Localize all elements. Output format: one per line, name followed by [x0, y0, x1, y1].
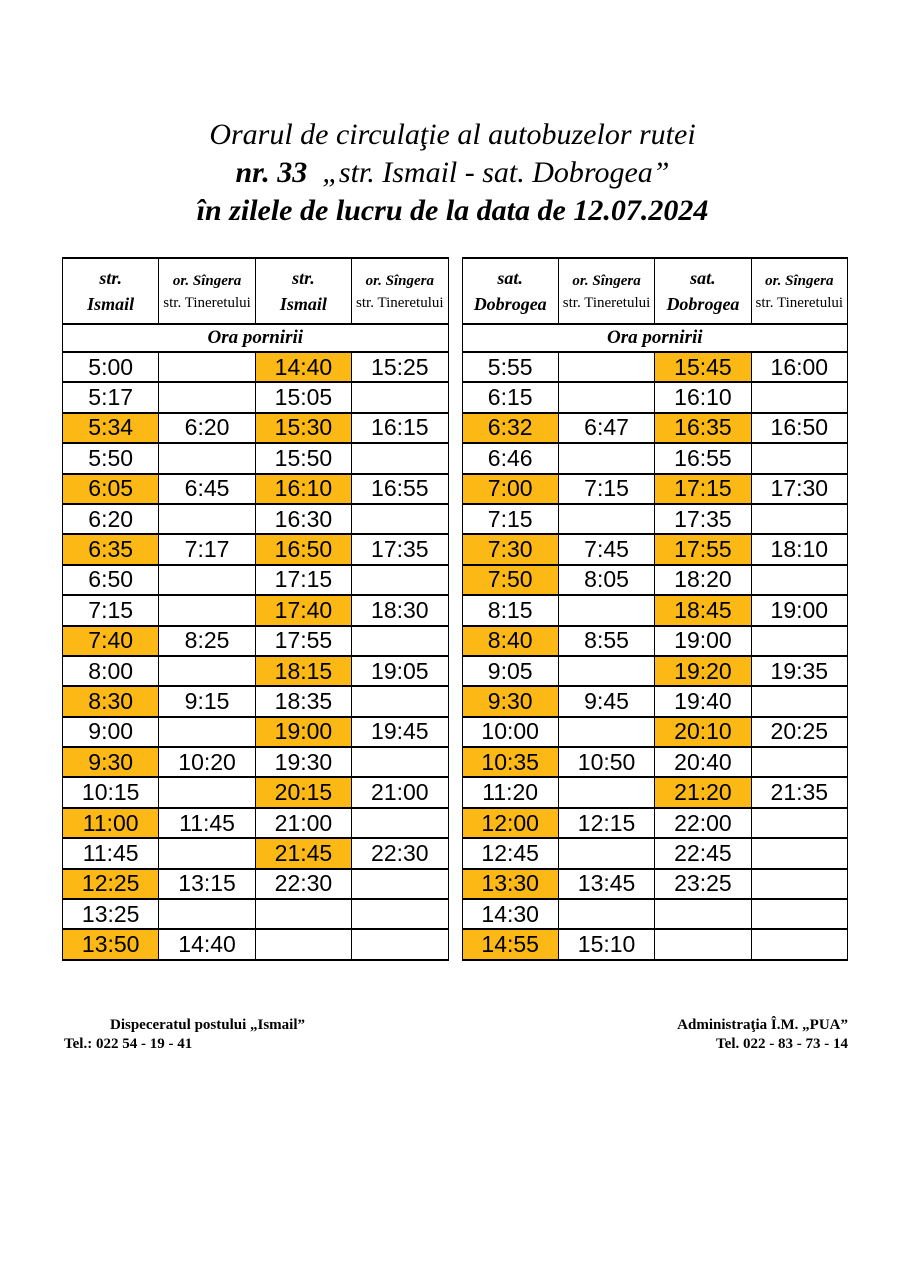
time-cell: 5:17	[63, 382, 159, 412]
time-cell: 13:15	[159, 869, 255, 899]
time-cell: 6:45	[159, 474, 255, 504]
timetable-row	[462, 777, 848, 807]
time-cell: 8:00	[63, 656, 159, 686]
timetable-row	[63, 382, 449, 412]
header-row	[462, 258, 848, 324]
timetable-row	[462, 595, 848, 625]
time-cell	[558, 899, 654, 929]
column-header-singera	[751, 258, 847, 324]
time-cell	[558, 504, 654, 534]
route-name: „str. Ismail - sat. Dobrogea”	[322, 156, 670, 189]
timetable-row	[462, 474, 848, 504]
time-cell: 18:35	[255, 686, 351, 716]
time-cell	[751, 838, 847, 868]
time-cell: 12:45	[462, 838, 558, 868]
time-cell	[558, 443, 654, 473]
header-line-1: sat.	[690, 267, 716, 288]
administration-contact	[677, 1016, 848, 1054]
time-cell: 14:40	[159, 929, 255, 959]
time-cell: 14:30	[462, 899, 558, 929]
time-cell	[751, 565, 847, 595]
time-cell	[352, 382, 448, 412]
time-cell: 11:20	[462, 777, 558, 807]
administration-phone: Tel. 022 - 83 - 73 - 14	[716, 1035, 848, 1052]
ora-pornirii-header: Ora pornirii	[63, 324, 449, 352]
header-row	[63, 258, 449, 324]
time-cell: 8:15	[462, 595, 558, 625]
time-cell: 6:35	[63, 534, 159, 564]
time-cell: 8:40	[462, 626, 558, 656]
time-cell: 9:00	[63, 717, 159, 747]
time-cell: 19:00	[255, 717, 351, 747]
time-cell	[159, 565, 255, 595]
time-cell: 19:35	[751, 656, 847, 686]
timetable-row	[63, 413, 449, 443]
time-cell: 21:20	[655, 777, 751, 807]
time-cell: 5:50	[63, 443, 159, 473]
administration-name: Administraţia Î.M. „PUA”	[677, 1016, 848, 1033]
time-cell: 7:30	[462, 534, 558, 564]
header-line-1: str.	[292, 267, 315, 288]
time-cell: 16:50	[255, 534, 351, 564]
timetable-row	[63, 899, 449, 929]
header-line-2: str. Tineretului	[755, 294, 844, 311]
column-header-singera	[352, 258, 448, 324]
time-cell	[558, 717, 654, 747]
time-cell: 7:00	[462, 474, 558, 504]
time-cell	[751, 929, 847, 959]
time-cell: 20:40	[655, 747, 751, 777]
time-cell: 9:45	[558, 686, 654, 716]
time-cell	[159, 443, 255, 473]
time-cell: 23:25	[655, 869, 751, 899]
time-cell: 16:35	[655, 413, 751, 443]
timetables-container	[62, 257, 848, 961]
timetable-row	[63, 595, 449, 625]
timetable-row	[63, 838, 449, 868]
timetable-row	[462, 382, 848, 412]
time-cell: 14:55	[462, 929, 558, 959]
ora-pornirii-header: Ora pornirii	[462, 324, 848, 352]
timetable-row	[63, 808, 449, 838]
time-cell: 19:20	[655, 656, 751, 686]
time-cell	[159, 899, 255, 929]
time-cell: 17:35	[655, 504, 751, 534]
header-line-1: or. Sîngera	[365, 272, 434, 289]
page-title	[0, 0, 905, 230]
timetable-row	[462, 869, 848, 899]
dispatcher-name: Dispeceratul postului „Ismail”	[110, 1016, 306, 1033]
time-cell	[751, 686, 847, 716]
column-header-dobrogea	[462, 258, 558, 324]
time-cell: 19:30	[255, 747, 351, 777]
timetable-row	[462, 534, 848, 564]
timetable-row	[462, 838, 848, 868]
time-cell: 10:00	[462, 717, 558, 747]
time-cell	[751, 899, 847, 929]
time-cell	[558, 595, 654, 625]
time-cell: 13:30	[462, 869, 558, 899]
time-cell: 9:15	[159, 686, 255, 716]
time-cell	[255, 929, 351, 959]
time-cell: 15:25	[352, 352, 448, 382]
time-cell	[558, 352, 654, 382]
title-line-2	[0, 154, 905, 192]
time-cell	[352, 443, 448, 473]
timetable-row	[63, 565, 449, 595]
time-cell: 6:46	[462, 443, 558, 473]
time-cell: 22:45	[655, 838, 751, 868]
subheader-row	[63, 324, 449, 352]
time-cell	[558, 838, 654, 868]
time-cell: 14:40	[255, 352, 351, 382]
time-cell	[558, 656, 654, 686]
time-cell: 17:15	[655, 474, 751, 504]
timetable-row	[63, 929, 449, 959]
time-cell: 20:10	[655, 717, 751, 747]
header-line-2: str. Tineretului	[562, 294, 651, 311]
timetable-row	[63, 869, 449, 899]
timetable-ismail	[62, 257, 449, 961]
time-cell	[751, 443, 847, 473]
header-line-2: Dobrogea	[473, 294, 547, 314]
timetable-row	[462, 504, 848, 534]
column-header-dobrogea	[655, 258, 751, 324]
time-cell	[751, 747, 847, 777]
column-header-singera	[558, 258, 654, 324]
time-cell	[352, 899, 448, 929]
time-cell: 17:55	[255, 626, 351, 656]
time-cell	[159, 504, 255, 534]
timetable-dobrogea	[462, 257, 849, 961]
timetable-row	[63, 656, 449, 686]
time-cell	[159, 717, 255, 747]
timetable-row	[462, 352, 848, 382]
timetable-row	[462, 565, 848, 595]
timetable-row	[462, 717, 848, 747]
time-cell: 12:15	[558, 808, 654, 838]
timetable-row	[63, 747, 449, 777]
time-cell: 5:00	[63, 352, 159, 382]
timetable-row	[462, 443, 848, 473]
time-cell: 7:17	[159, 534, 255, 564]
time-cell: 12:00	[462, 808, 558, 838]
timetable-row	[462, 686, 848, 716]
time-cell: 6:15	[462, 382, 558, 412]
column-header-ismail	[255, 258, 351, 324]
timetable-row	[63, 352, 449, 382]
time-cell: 7:40	[63, 626, 159, 656]
time-cell: 11:00	[63, 808, 159, 838]
time-cell	[159, 777, 255, 807]
time-cell	[655, 899, 751, 929]
header-line-2: Dobrogea	[666, 294, 740, 314]
header-line-2: Ismail	[279, 294, 327, 314]
time-cell: 8:55	[558, 626, 654, 656]
time-cell: 5:55	[462, 352, 558, 382]
header-line-2: str. Tineretului	[163, 294, 251, 311]
time-cell: 15:30	[255, 413, 351, 443]
time-cell: 6:32	[462, 413, 558, 443]
time-cell: 9:30	[63, 747, 159, 777]
time-cell: 16:10	[655, 382, 751, 412]
time-cell	[255, 899, 351, 929]
header-line-2: str. Tineretului	[356, 294, 444, 311]
dispatcher-phone: Tel.: 022 54 - 19 - 41	[64, 1035, 193, 1052]
time-cell: 21:00	[352, 777, 448, 807]
header-line-2: Ismail	[87, 294, 135, 314]
time-cell	[352, 686, 448, 716]
time-cell: 18:45	[655, 595, 751, 625]
timetable-row	[462, 626, 848, 656]
route-number: nr. 33	[235, 156, 308, 189]
time-cell: 7:50	[462, 565, 558, 595]
time-cell: 8:25	[159, 626, 255, 656]
time-cell: 9:30	[462, 686, 558, 716]
time-cell: 8:05	[558, 565, 654, 595]
time-cell: 15:10	[558, 929, 654, 959]
time-cell: 19:00	[751, 595, 847, 625]
time-cell: 10:50	[558, 747, 654, 777]
time-cell: 15:45	[655, 352, 751, 382]
time-cell	[558, 382, 654, 412]
time-cell: 19:05	[352, 656, 448, 686]
time-cell: 10:35	[462, 747, 558, 777]
time-cell	[558, 777, 654, 807]
timetable-row	[462, 413, 848, 443]
time-cell: 10:20	[159, 747, 255, 777]
time-cell: 16:50	[751, 413, 847, 443]
time-cell	[159, 838, 255, 868]
timetable-row	[462, 747, 848, 777]
footer	[64, 1016, 848, 1054]
time-cell: 16:15	[352, 413, 448, 443]
title-line-3: în zilele de lucru de la data de 12.07.2024	[196, 194, 709, 227]
dispatcher-contact	[64, 1016, 305, 1054]
time-cell	[751, 869, 847, 899]
title-line-1: Orarul de circulaţie al autobuzelor rutei	[209, 118, 696, 151]
time-cell: 21:00	[255, 808, 351, 838]
time-cell: 6:05	[63, 474, 159, 504]
time-cell: 17:40	[255, 595, 351, 625]
time-cell: 17:55	[655, 534, 751, 564]
time-cell: 22:30	[352, 838, 448, 868]
time-cell	[751, 626, 847, 656]
time-cell	[352, 504, 448, 534]
time-cell: 17:15	[255, 565, 351, 595]
timetable-row	[63, 534, 449, 564]
column-header-ismail	[63, 258, 159, 324]
time-cell	[352, 929, 448, 959]
timetable-row	[462, 808, 848, 838]
time-cell: 21:35	[751, 777, 847, 807]
time-cell: 16:00	[751, 352, 847, 382]
time-cell: 16:55	[352, 474, 448, 504]
time-cell: 19:40	[655, 686, 751, 716]
time-cell: 6:50	[63, 565, 159, 595]
time-cell: 17:30	[751, 474, 847, 504]
time-cell: 20:15	[255, 777, 351, 807]
time-cell: 18:15	[255, 656, 351, 686]
time-cell: 16:55	[655, 443, 751, 473]
time-cell	[159, 656, 255, 686]
timetable-row	[462, 656, 848, 686]
time-cell: 15:05	[255, 382, 351, 412]
timetable-row	[462, 899, 848, 929]
header-line-1: or. Sîngera	[572, 272, 641, 289]
time-cell: 7:45	[558, 534, 654, 564]
time-cell: 19:00	[655, 626, 751, 656]
time-cell: 7:15	[63, 595, 159, 625]
time-cell: 16:30	[255, 504, 351, 534]
time-cell: 5:34	[63, 413, 159, 443]
time-cell: 16:10	[255, 474, 351, 504]
time-cell: 10:15	[63, 777, 159, 807]
time-cell: 13:25	[63, 899, 159, 929]
time-cell	[159, 382, 255, 412]
time-cell: 7:15	[558, 474, 654, 504]
time-cell: 18:30	[352, 595, 448, 625]
time-cell	[352, 869, 448, 899]
column-header-singera	[159, 258, 255, 324]
time-cell: 13:50	[63, 929, 159, 959]
time-cell	[352, 808, 448, 838]
timetable-row	[63, 686, 449, 716]
header-line-1: sat.	[497, 267, 523, 288]
header-line-1: or. Sîngera	[765, 272, 834, 289]
time-cell: 22:30	[255, 869, 351, 899]
time-cell	[751, 808, 847, 838]
timetable-row	[63, 717, 449, 747]
time-cell: 17:35	[352, 534, 448, 564]
time-cell	[159, 352, 255, 382]
time-cell: 21:45	[255, 838, 351, 868]
time-cell	[352, 747, 448, 777]
time-cell: 11:45	[159, 808, 255, 838]
time-cell: 6:20	[63, 504, 159, 534]
time-cell	[751, 504, 847, 534]
time-cell: 22:00	[655, 808, 751, 838]
timetable-row	[63, 777, 449, 807]
time-cell: 20:25	[751, 717, 847, 747]
time-cell	[159, 595, 255, 625]
time-cell: 11:45	[63, 838, 159, 868]
time-cell	[751, 382, 847, 412]
time-cell: 18:10	[751, 534, 847, 564]
time-cell: 8:30	[63, 686, 159, 716]
time-cell: 9:05	[462, 656, 558, 686]
time-cell: 6:47	[558, 413, 654, 443]
time-cell: 13:45	[558, 869, 654, 899]
timetable-row	[63, 474, 449, 504]
time-cell	[352, 626, 448, 656]
time-cell: 7:15	[462, 504, 558, 534]
header-line-1: str.	[99, 267, 122, 288]
timetable-row	[63, 443, 449, 473]
time-cell: 18:20	[655, 565, 751, 595]
timetable-row	[63, 504, 449, 534]
time-cell: 6:20	[159, 413, 255, 443]
time-cell: 19:45	[352, 717, 448, 747]
time-cell: 12:25	[63, 869, 159, 899]
time-cell	[352, 565, 448, 595]
subheader-row	[462, 324, 848, 352]
timetable-row	[63, 626, 449, 656]
time-cell: 15:50	[255, 443, 351, 473]
header-line-1: or. Sîngera	[172, 272, 242, 289]
timetable-row	[462, 929, 848, 959]
time-cell	[655, 929, 751, 959]
